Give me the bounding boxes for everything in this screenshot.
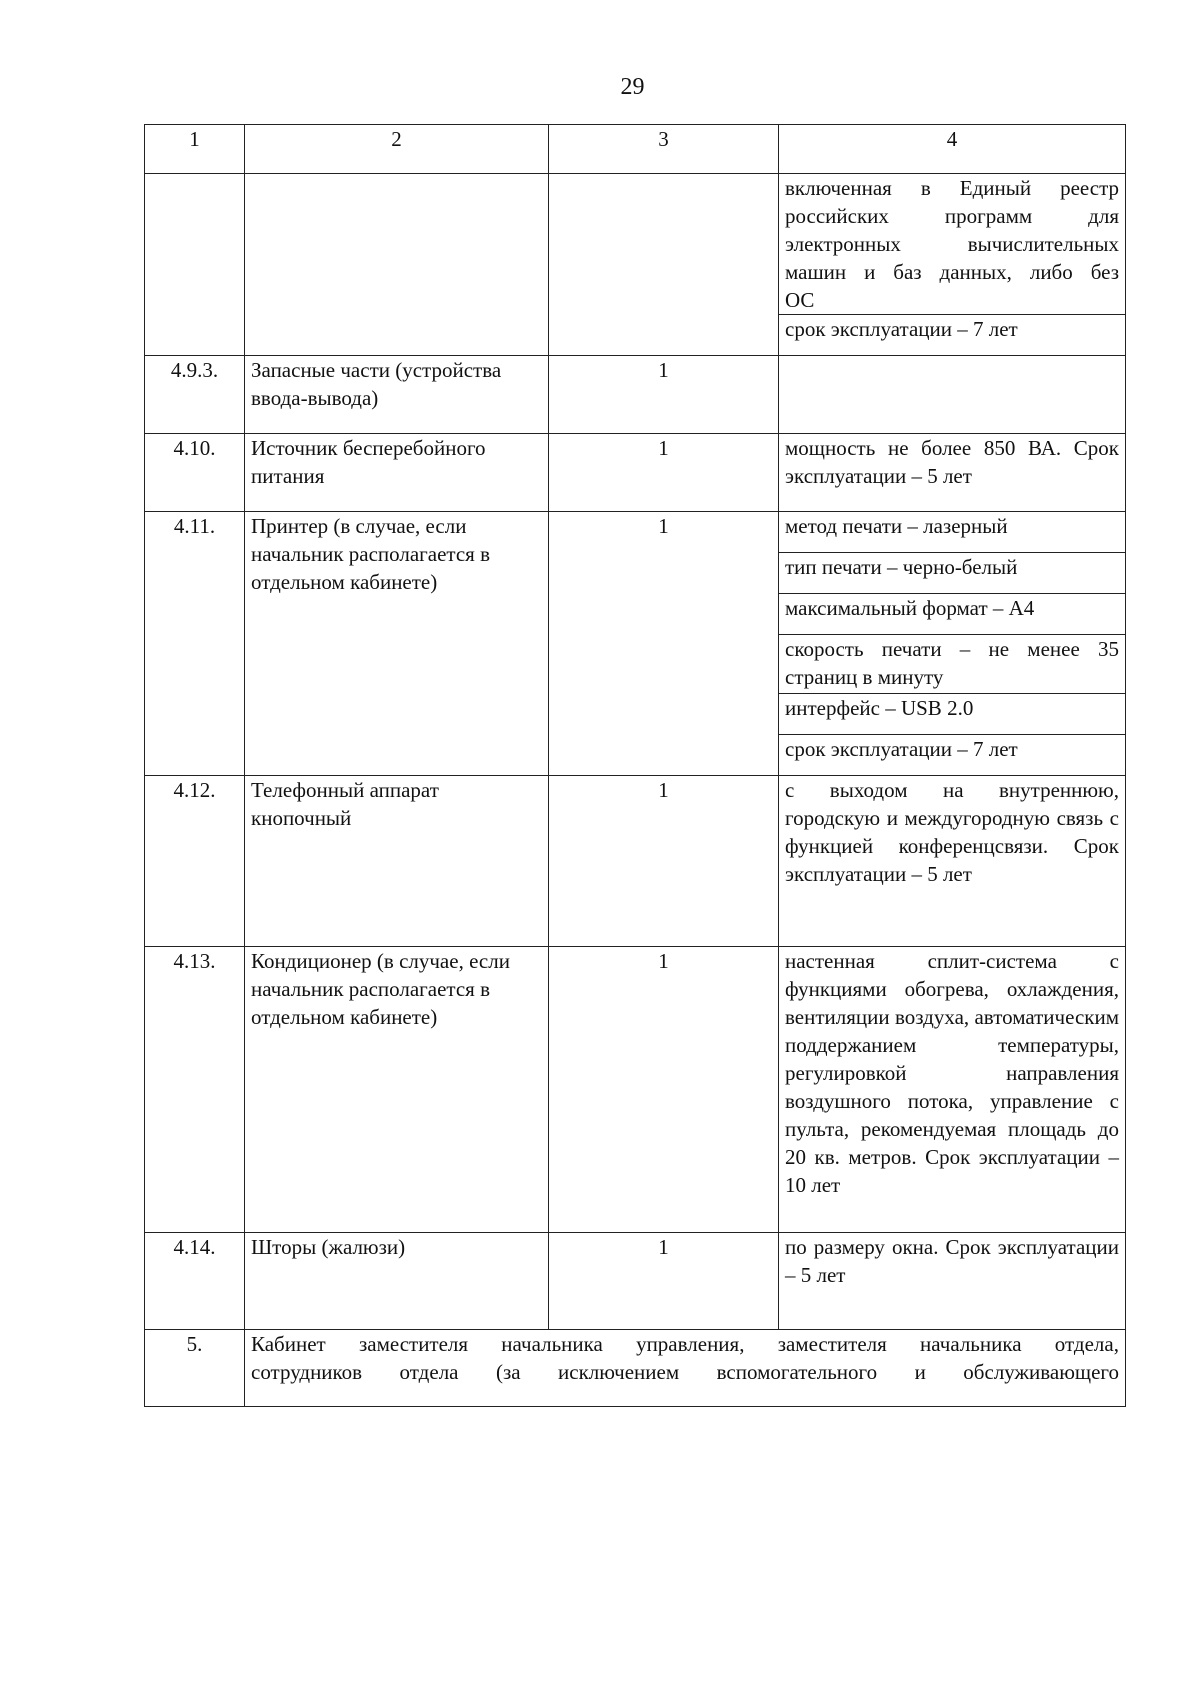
section-title-line: сотрудников отдела (за исключением вспомогательного и обслуживающего <box>251 1360 1119 1384</box>
header-col-1: 1 <box>145 125 245 174</box>
qty-cell: 1 <box>549 356 779 434</box>
qty-cell: 1 <box>549 776 779 947</box>
table-row <box>145 947 1126 1233</box>
qty-cell: 1 <box>549 1233 779 1330</box>
row-number-cell: 4.14. <box>145 1233 245 1330</box>
spec-line: машин и баз данных, либо без <box>785 260 1119 284</box>
page-number: 29 <box>620 74 645 100</box>
qty-cell <box>549 174 779 356</box>
table-row <box>145 356 1126 434</box>
qty-cell: 1 <box>549 947 779 1233</box>
table-header-row <box>145 125 1126 174</box>
spec-cell: с выходом на внутреннюю, городскую и междугородную связь с функцией конференцсвязи. Срок эксплуатации – 5 лет <box>779 776 1126 947</box>
qty-cell: 1 <box>549 512 779 776</box>
qty-cell: 1 <box>549 434 779 512</box>
spec-cell: срок эксплуатации – 7 лет <box>779 735 1126 776</box>
name-cell: Принтер (в случае, если начальник располагается в отдельном кабинете) <box>245 512 549 776</box>
header-col-4: 4 <box>779 125 1126 174</box>
header-col-2: 2 <box>245 125 549 174</box>
section-title-line: Кабинет заместителя начальника управления, заместителя начальника отдела, <box>251 1332 1119 1356</box>
table-row <box>145 776 1126 947</box>
spec-cell: метод печати – лазерный <box>779 512 1126 553</box>
table-row <box>145 512 1126 553</box>
header-col-3: 3 <box>549 125 779 174</box>
name-cell: Телефонный аппарат кнопочный <box>245 776 549 947</box>
spec-cell: скорость печати – не менее 35 страниц в минуту <box>779 635 1126 694</box>
name-cell: Кондиционер (в случае, если начальник располагается в отдельном кабинете) <box>245 947 549 1233</box>
row-number-cell: 4.10. <box>145 434 245 512</box>
table-row <box>145 1233 1126 1330</box>
spec-line: электронных вычислительных <box>785 232 1119 256</box>
spec-cell: тип печати – черно-белый <box>779 553 1126 594</box>
row-number-cell: 5. <box>145 1330 245 1407</box>
row-number-cell: 4.12. <box>145 776 245 947</box>
spec-line: включенная в Единый реестр <box>785 176 1119 200</box>
spec-cell: мощность не более 850 ВА. Срок эксплуатации – 5 лет <box>779 434 1126 512</box>
table-row <box>145 174 1126 315</box>
spec-cell: настенная сплит-система с функциями обогрева, охлаждения, вентиляции воздуха, автоматическим поддержанием температуры, регулировкой направления воздушного потока, управление с пульта, рекомендуемая площадь до 20 кв. метров. Срок эксплуатации – 10 лет <box>779 947 1126 1233</box>
table-row <box>145 1330 1126 1407</box>
equipment-spec-table <box>144 124 1126 1407</box>
name-cell: Источник бесперебойного питания <box>245 434 549 512</box>
spec-cell <box>779 174 1126 315</box>
spec-cell: интерфейс – USB 2.0 <box>779 694 1126 735</box>
name-cell: Запасные части (устройства ввода-вывода) <box>245 356 549 434</box>
spec-cell: по размеру окна. Срок эксплуатации – 5 лет <box>779 1233 1126 1330</box>
name-cell: Шторы (жалюзи) <box>245 1233 549 1330</box>
row-number-cell: 4.13. <box>145 947 245 1233</box>
section-title-cell <box>245 1330 1126 1407</box>
spec-cell: максимальный формат – А4 <box>779 594 1126 635</box>
table-row <box>145 434 1126 512</box>
row-number-cell: 4.11. <box>145 512 245 776</box>
name-cell <box>245 174 549 356</box>
spec-line: российских программ для <box>785 204 1119 228</box>
spec-cell <box>779 356 1126 434</box>
row-number-cell <box>145 174 245 356</box>
row-number-cell: 4.9.3. <box>145 356 245 434</box>
spec-cell: срок эксплуатации – 7 лет <box>779 315 1126 356</box>
spec-line: ОС <box>785 288 815 312</box>
